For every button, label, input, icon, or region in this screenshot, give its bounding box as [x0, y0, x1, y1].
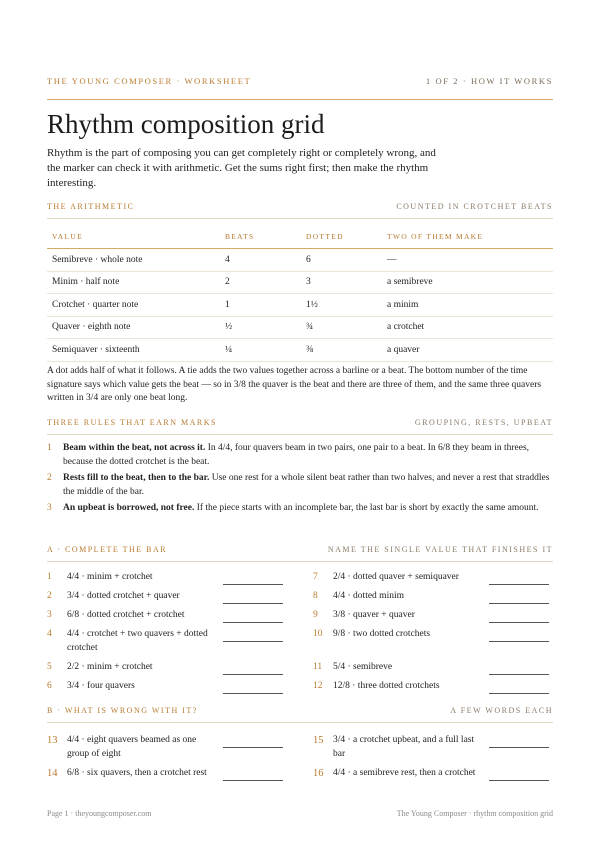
table-cell: 6 [301, 249, 382, 272]
table-cell: ¼ [220, 339, 301, 362]
section-a-left-column [47, 571, 283, 696]
rules-heading: THREE RULES THAT EARN MARKS [47, 418, 217, 427]
header-divider [47, 99, 553, 100]
section-b-left-column [47, 734, 283, 800]
table-row [47, 294, 553, 317]
table-cell: 2 [220, 271, 301, 294]
footer-left: Page 1 · theyoungcomposer.com [47, 809, 152, 818]
section-b-right-column [313, 734, 549, 800]
question-text: 6/8 · dotted crotchet + crotchet [67, 610, 185, 620]
question-number: 2 [47, 591, 52, 601]
question-text: 4/4 · minim + crotchet [67, 572, 153, 582]
table-row [47, 271, 553, 294]
rule-item [47, 472, 553, 499]
rule-number: 1 [47, 443, 52, 453]
answer-blank[interactable] [489, 622, 549, 623]
rule-item [47, 502, 553, 516]
table-cell: ½ [220, 316, 301, 339]
rules-note: GROUPING, RESTS, UPBEAT [414, 418, 553, 427]
column-header: BEATS [220, 224, 301, 249]
answer-blank[interactable] [223, 780, 283, 781]
section-b-heading: B · WHAT IS WRONG WITH IT? [47, 706, 198, 715]
rule-number: 2 [47, 473, 52, 483]
question-number: 9 [313, 610, 318, 620]
table-cell: Semibreve · whole note [47, 249, 220, 272]
question-text: 12/8 · three dotted crotchets [333, 681, 440, 691]
table-cell: a semibreve [382, 271, 553, 294]
rule-text: If the piece starts with an incomplete bar, the last bar is short by exactly the same amount. [194, 503, 539, 513]
answer-blank[interactable] [489, 693, 549, 694]
question-text: 4/4 · eight quavers beamed as one group of eight [67, 735, 197, 759]
table-row [47, 249, 553, 272]
question-number: 14 [47, 768, 58, 779]
section-divider [47, 561, 553, 562]
header-left: THE YOUNG COMPOSER · WORKSHEET [47, 76, 252, 86]
intro-paragraph: Rhythm is the part of composing you can get completely right or completely wrong, and the marker can check it with arithmetic. Get the sums right first; then make the rhythm interesting. [47, 147, 436, 189]
answer-blank[interactable] [223, 747, 283, 748]
question-text: 9/8 · two dotted crotchets [333, 629, 431, 639]
table-cell: ¾ [301, 316, 382, 339]
column-header: DOTTED [301, 224, 382, 249]
question-text: 2/2 · minim + crotchet [67, 662, 153, 672]
table-cell: Crotchet · quarter note [47, 294, 220, 317]
header-right: 1 OF 2 · HOW IT WORKS [425, 76, 553, 86]
question-text: 4/4 · crotchet + two quavers + dotted crotchet [67, 629, 208, 653]
table-header-row [47, 224, 553, 249]
rule-lead: An upbeat is borrowed, not free. [63, 503, 195, 513]
arithmetic-explanation: A dot adds half of what it follows. A tie adds the two values together across a barline or a beat. The bottom number of the time signature says which value gets the beat — so in 3/8 the quaver is the beat and there are three of them, and the same three quavers written in 3/4 are only one beat long. [47, 366, 542, 403]
question-number: 5 [47, 662, 52, 672]
arithmetic-section-header [47, 202, 553, 211]
rules-list [47, 442, 553, 516]
answer-blank[interactable] [223, 674, 283, 675]
table-row [47, 339, 553, 362]
question-number: 1 [47, 572, 52, 582]
section-a-right-column [313, 571, 549, 696]
question-text: 3/4 · dotted crotchet + quaver [67, 591, 180, 601]
question-text: 3/4 · four quavers [67, 681, 135, 691]
question-text: 4/4 · dotted minim [333, 591, 404, 601]
answer-blank[interactable] [489, 674, 549, 675]
arithmetic-table [47, 224, 553, 362]
answer-blank[interactable] [223, 603, 283, 604]
table-cell: Minim · half note [47, 271, 220, 294]
answer-blank[interactable] [223, 622, 283, 623]
answer-blank[interactable] [489, 584, 549, 585]
running-header [47, 76, 553, 86]
rules-section-header [47, 418, 553, 427]
table-cell: ⅜ [301, 339, 382, 362]
rule-item [47, 442, 553, 469]
section-divider [47, 722, 553, 723]
table-cell: a quaver [382, 339, 553, 362]
question-number: 11 [313, 662, 323, 672]
table-cell: Quaver · eighth note [47, 316, 220, 339]
section-a-heading: A · COMPLETE THE BAR [47, 545, 168, 554]
question-number: 16 [313, 768, 324, 779]
section-a-header [47, 545, 553, 554]
answer-blank[interactable] [223, 641, 283, 642]
table-cell: a crotchet [382, 316, 553, 339]
answer-blank[interactable] [223, 584, 283, 585]
table-cell: a minim [382, 294, 553, 317]
question-text: 2/4 · dotted quaver + semiquaver [333, 572, 459, 582]
rule-lead: Rests fill to the beat, then to the bar. [63, 473, 210, 483]
answer-blank[interactable] [489, 603, 549, 604]
column-header: TWO OF THEM MAKE [382, 224, 553, 249]
answer-blank[interactable] [489, 641, 549, 642]
question-number: 10 [313, 629, 323, 639]
question-text: 6/8 · six quavers, then a crotchet rest [67, 768, 207, 778]
footer-right: The Young Composer · rhythm composition grid [396, 809, 553, 818]
section-a-note: NAME THE SINGLE VALUE THAT FINISHES IT [327, 545, 553, 554]
section-b-header [47, 706, 553, 715]
question-text: 3/8 · quaver + quaver [333, 610, 415, 620]
answer-blank[interactable] [223, 693, 283, 694]
question-number: 7 [313, 572, 318, 582]
table-row [47, 316, 553, 339]
rule-lead: Beam within the beat, not across it. [63, 443, 206, 453]
question-number: 6 [47, 681, 52, 691]
question-number: 4 [47, 629, 52, 639]
page-footer [47, 809, 553, 818]
answer-blank[interactable] [489, 780, 549, 781]
section-b-note: A FEW WORDS EACH [450, 706, 553, 715]
section-divider [47, 434, 553, 435]
table-cell: 3 [301, 271, 382, 294]
question-number: 3 [47, 610, 52, 620]
table-cell: Semiquaver · sixteenth [47, 339, 220, 362]
rule-text: Use one rest for a whole silent beat rather than two halves, and never a rest that straddles the middle of the bar. [63, 473, 550, 497]
table-cell: 1½ [301, 294, 382, 317]
question-number: 15 [313, 735, 324, 746]
arithmetic-note: COUNTED IN CROTCHET BEATS [396, 202, 553, 211]
rule-number: 3 [47, 503, 52, 513]
rule-text: In 4/4, four quavers beam in two pairs, one pair to a beat. In 6/8 they beam in threes, because the dotted crotchet is the beat. [63, 443, 530, 467]
question-number: 13 [47, 735, 58, 746]
question-text: 3/4 · a crotchet upbeat, and a full last bar [333, 735, 475, 759]
question-text: 5/4 · semibreve [333, 662, 393, 672]
question-number: 12 [313, 681, 323, 691]
table-cell: 4 [220, 249, 301, 272]
column-header: VALUE [47, 224, 220, 249]
section-divider [47, 218, 553, 219]
answer-blank[interactable] [489, 747, 549, 748]
question-number: 8 [313, 591, 318, 601]
question-text: 4/4 · a semibreve rest, then a crotchet [333, 768, 476, 778]
arithmetic-heading: THE ARITHMETIC [47, 202, 135, 211]
table-cell: — [382, 249, 553, 272]
table-cell: 1 [220, 294, 301, 317]
page-title: Rhythm composition grid [47, 109, 325, 139]
